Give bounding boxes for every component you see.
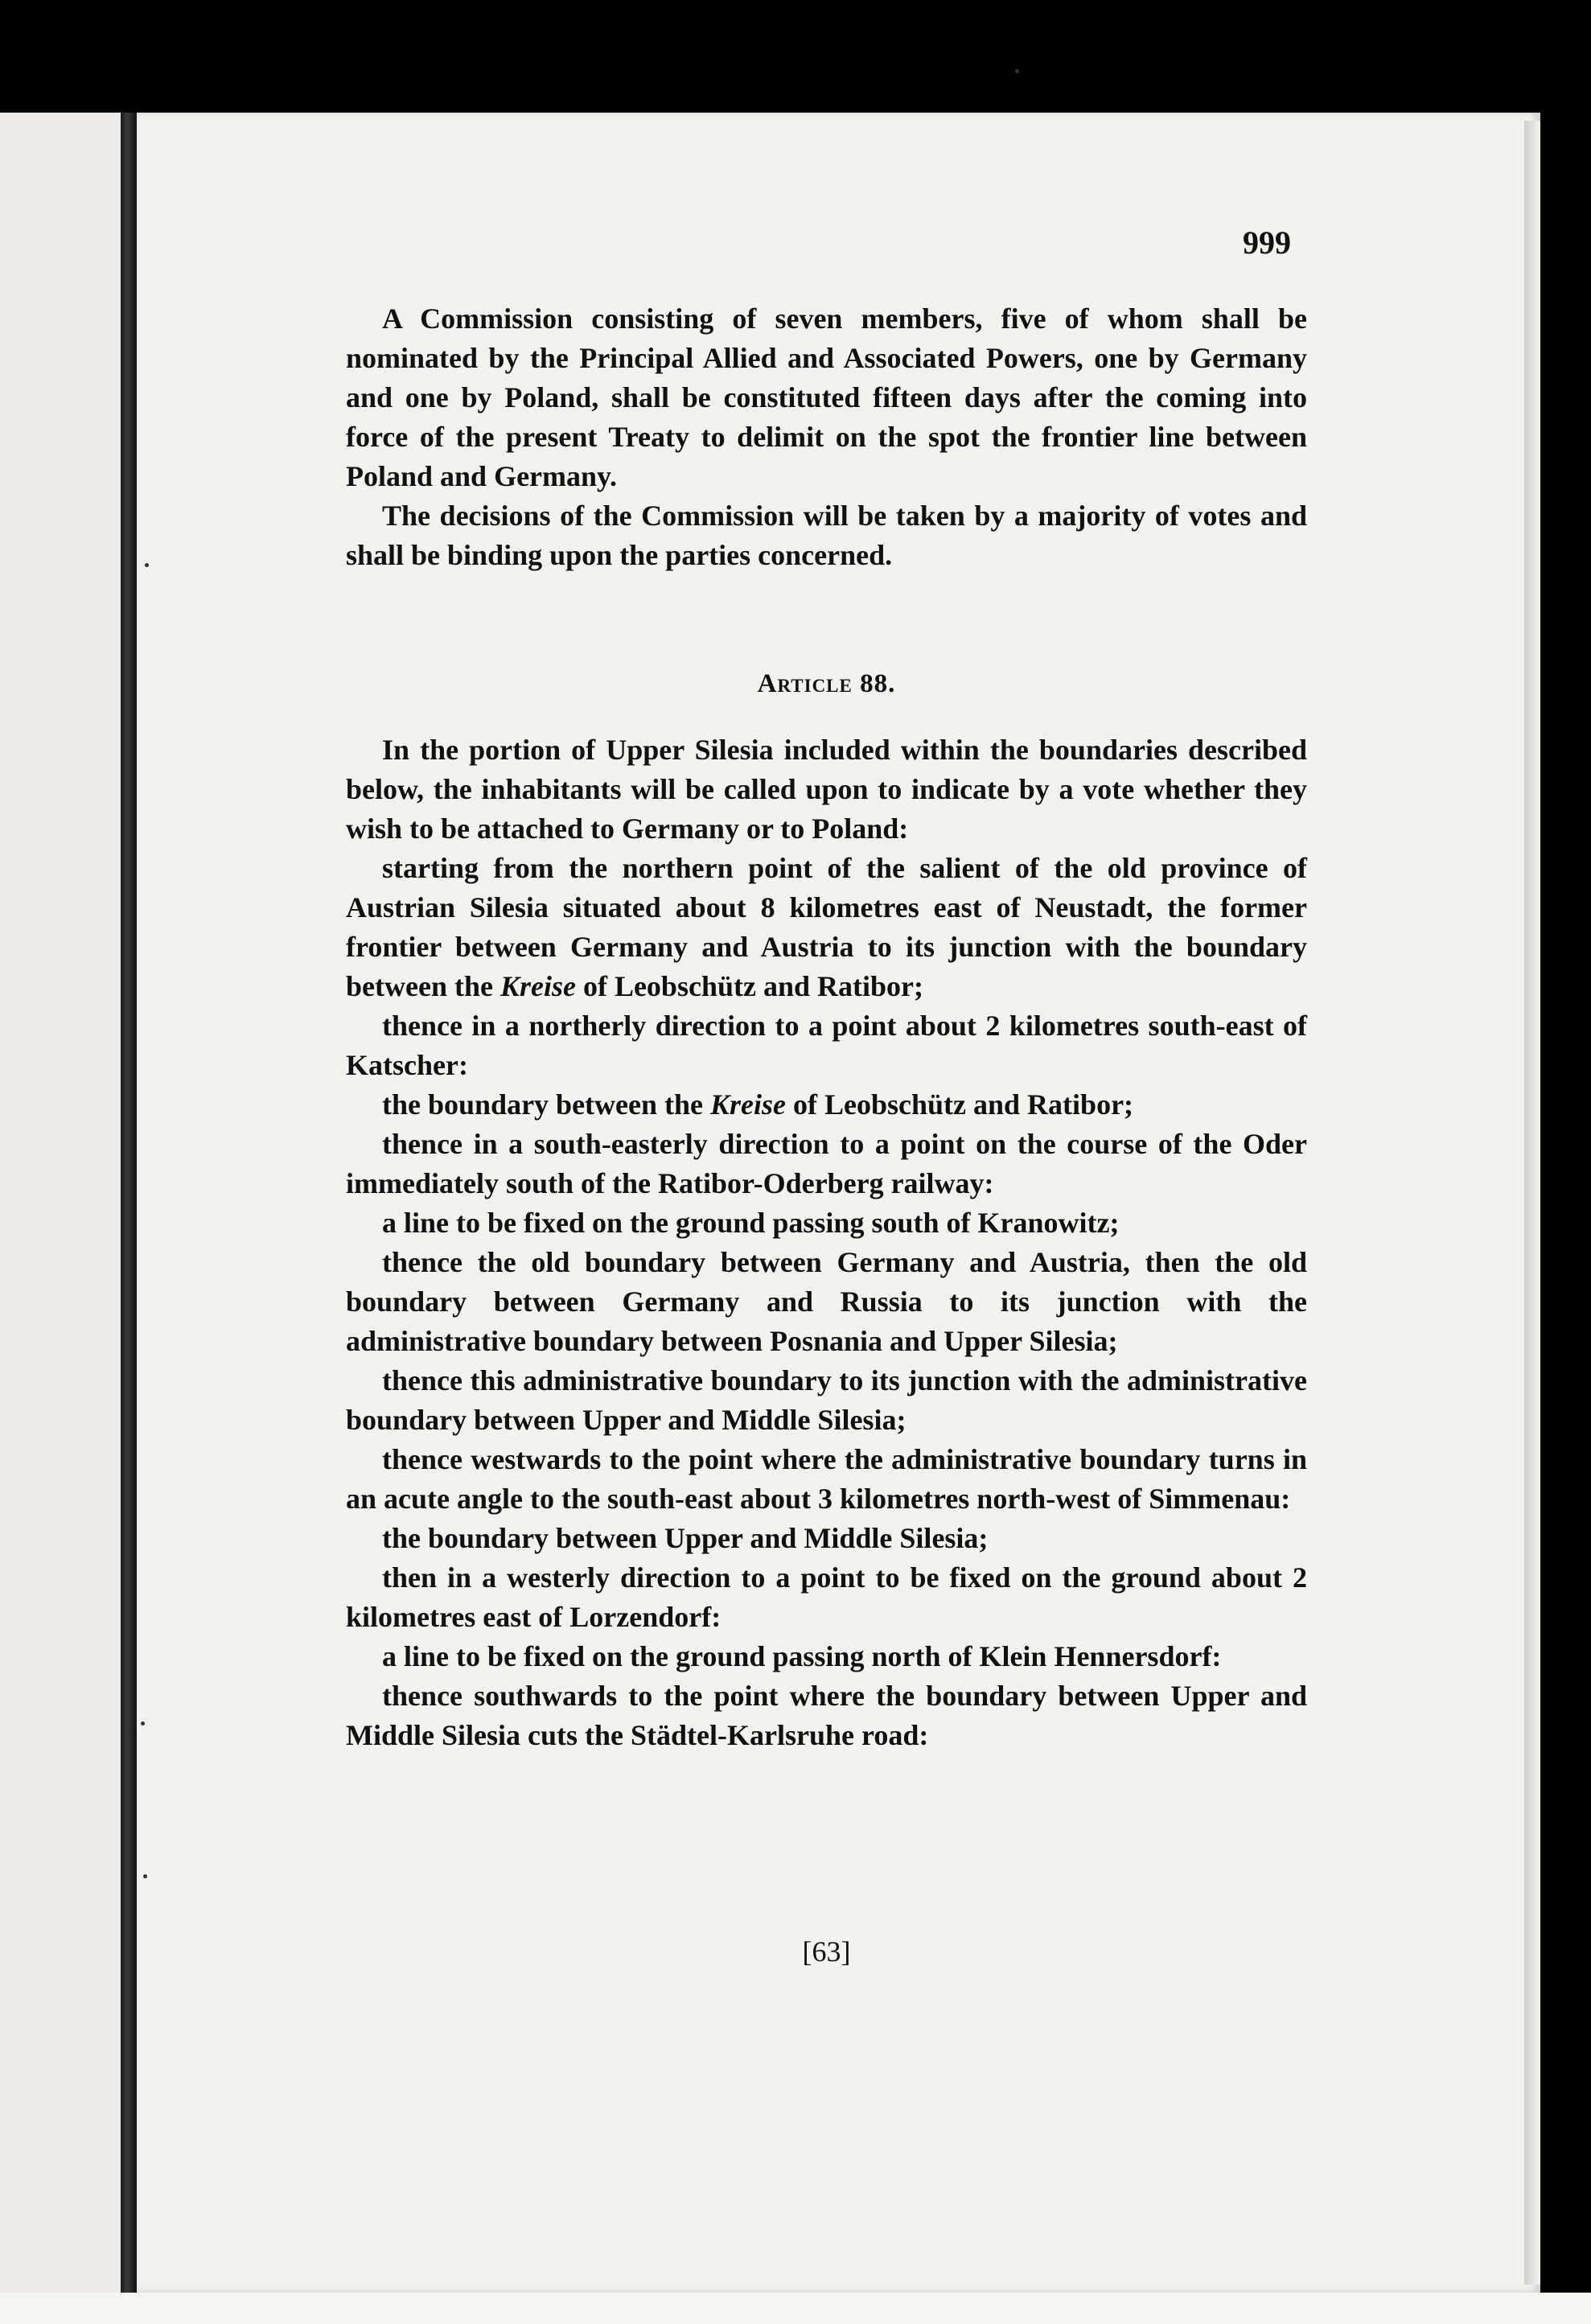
scan-bottom-band: [0, 2293, 1591, 2324]
boundary-line: [346, 1085, 1307, 1125]
footer-page-number: [63]: [802, 1935, 851, 1968]
boundary-line-text-end: of Leobschütz and Ratibor;: [575, 970, 923, 1002]
intro-section: [346, 299, 1307, 575]
article-lead-paragraph: In the portion of Upper Silesia included within the boundaries described below, the inhabitants will be called upon to indicate by a vote whether they wish to be attached to Germany or to Poland:: [346, 734, 1307, 845]
boundary-description: [346, 849, 1307, 1755]
boundary-line-text: then in a westerly direction to a point to be fixed on the ground about 2 kilometres east of Lorzendorf:: [346, 1561, 1307, 1633]
boundary-line: [346, 1637, 1307, 1676]
article-heading: Article 88.: [757, 669, 896, 698]
page-edge-shadow: [1524, 121, 1540, 2285]
boundary-line-text: thence in a south-easterly direction to a point on the course of the Oder immediately south of the Ratibor-Oderberg railway:: [346, 1128, 1307, 1199]
boundary-line: [346, 1006, 1307, 1085]
intro-paragraph-2: The decisions of the Commission will be taken by a majority of votes and shall be binding upon the parties concerned.: [346, 500, 1307, 571]
facing-page: [0, 113, 121, 2324]
boundary-line: [346, 849, 1307, 1006]
boundary-line-text: a line to be fixed on the ground passing south of Kranowitz;: [382, 1207, 1120, 1239]
book-gutter: [121, 113, 137, 2324]
boundary-line: [346, 1125, 1307, 1203]
scan-speck: [143, 1874, 147, 1878]
boundary-line: [346, 1519, 1307, 1558]
boundary-line-text: thence this administrative boundary to its junction with the administrative boundary between Upper and Middle Silesia;: [346, 1364, 1307, 1436]
boundary-line: [346, 1440, 1307, 1519]
boundary-line: [346, 1243, 1307, 1361]
page-number: 999: [1243, 224, 1291, 261]
boundary-line-italic-term: Kreise: [710, 1088, 787, 1121]
boundary-line-text: thence southwards to the point where the boundary between Upper and Middle Silesia cuts the Städtel-Karlsruhe road:: [346, 1680, 1307, 1751]
boundary-line-text: thence in a northerly direction to a point about 2 kilometres south-east of Katscher:: [346, 1010, 1307, 1081]
boundary-line: [346, 1676, 1307, 1755]
boundary-line-text: thence the old boundary between Germany and Austria, then the old boundary between Germany and Russia to its junction with the administrative boundary between Posnania and Upper Silesia;: [346, 1246, 1307, 1357]
boundary-line: [346, 1558, 1307, 1637]
boundary-line: [346, 1203, 1307, 1243]
article-body: [346, 730, 1307, 1755]
boundary-line-text: a line to be fixed on the ground passing north of Klein Hennersdorf:: [382, 1640, 1222, 1672]
boundary-line-text: the boundary between the: [382, 1088, 711, 1121]
boundary-line-italic-term: Kreise: [500, 970, 576, 1002]
boundary-line: [346, 1361, 1307, 1440]
boundary-line-text: the boundary between Upper and Middle Silesia;: [382, 1522, 989, 1554]
intro-paragraph-1: A Commission consisting of seven members, five of whom shall be nominated by the Principal Allied and Associated Powers, one by Germany and one by Poland, shall be constituted fifteen days after the coming into force of the present Treaty to delimit on the spot the frontier line between Poland and Germany.: [346, 302, 1307, 492]
boundary-line-text-end: of Leobschütz and Ratibor;: [786, 1088, 1134, 1121]
boundary-line-text: thence westwards to the point where the administrative boundary turns in an acute angle to the south-east about 3 kilometres north-west of Simmenau:: [346, 1443, 1307, 1515]
boundary-line-text: starting from the northern point of the salient of the old province of Austrian Silesia situated about 8 kilometres east of Neustadt, the former frontier between Germany and Austria to its junction with the boundary between the: [346, 852, 1307, 1002]
scan-speck: [145, 563, 149, 567]
scan-speck: [1015, 69, 1019, 73]
scan-speck: [141, 1721, 145, 1726]
